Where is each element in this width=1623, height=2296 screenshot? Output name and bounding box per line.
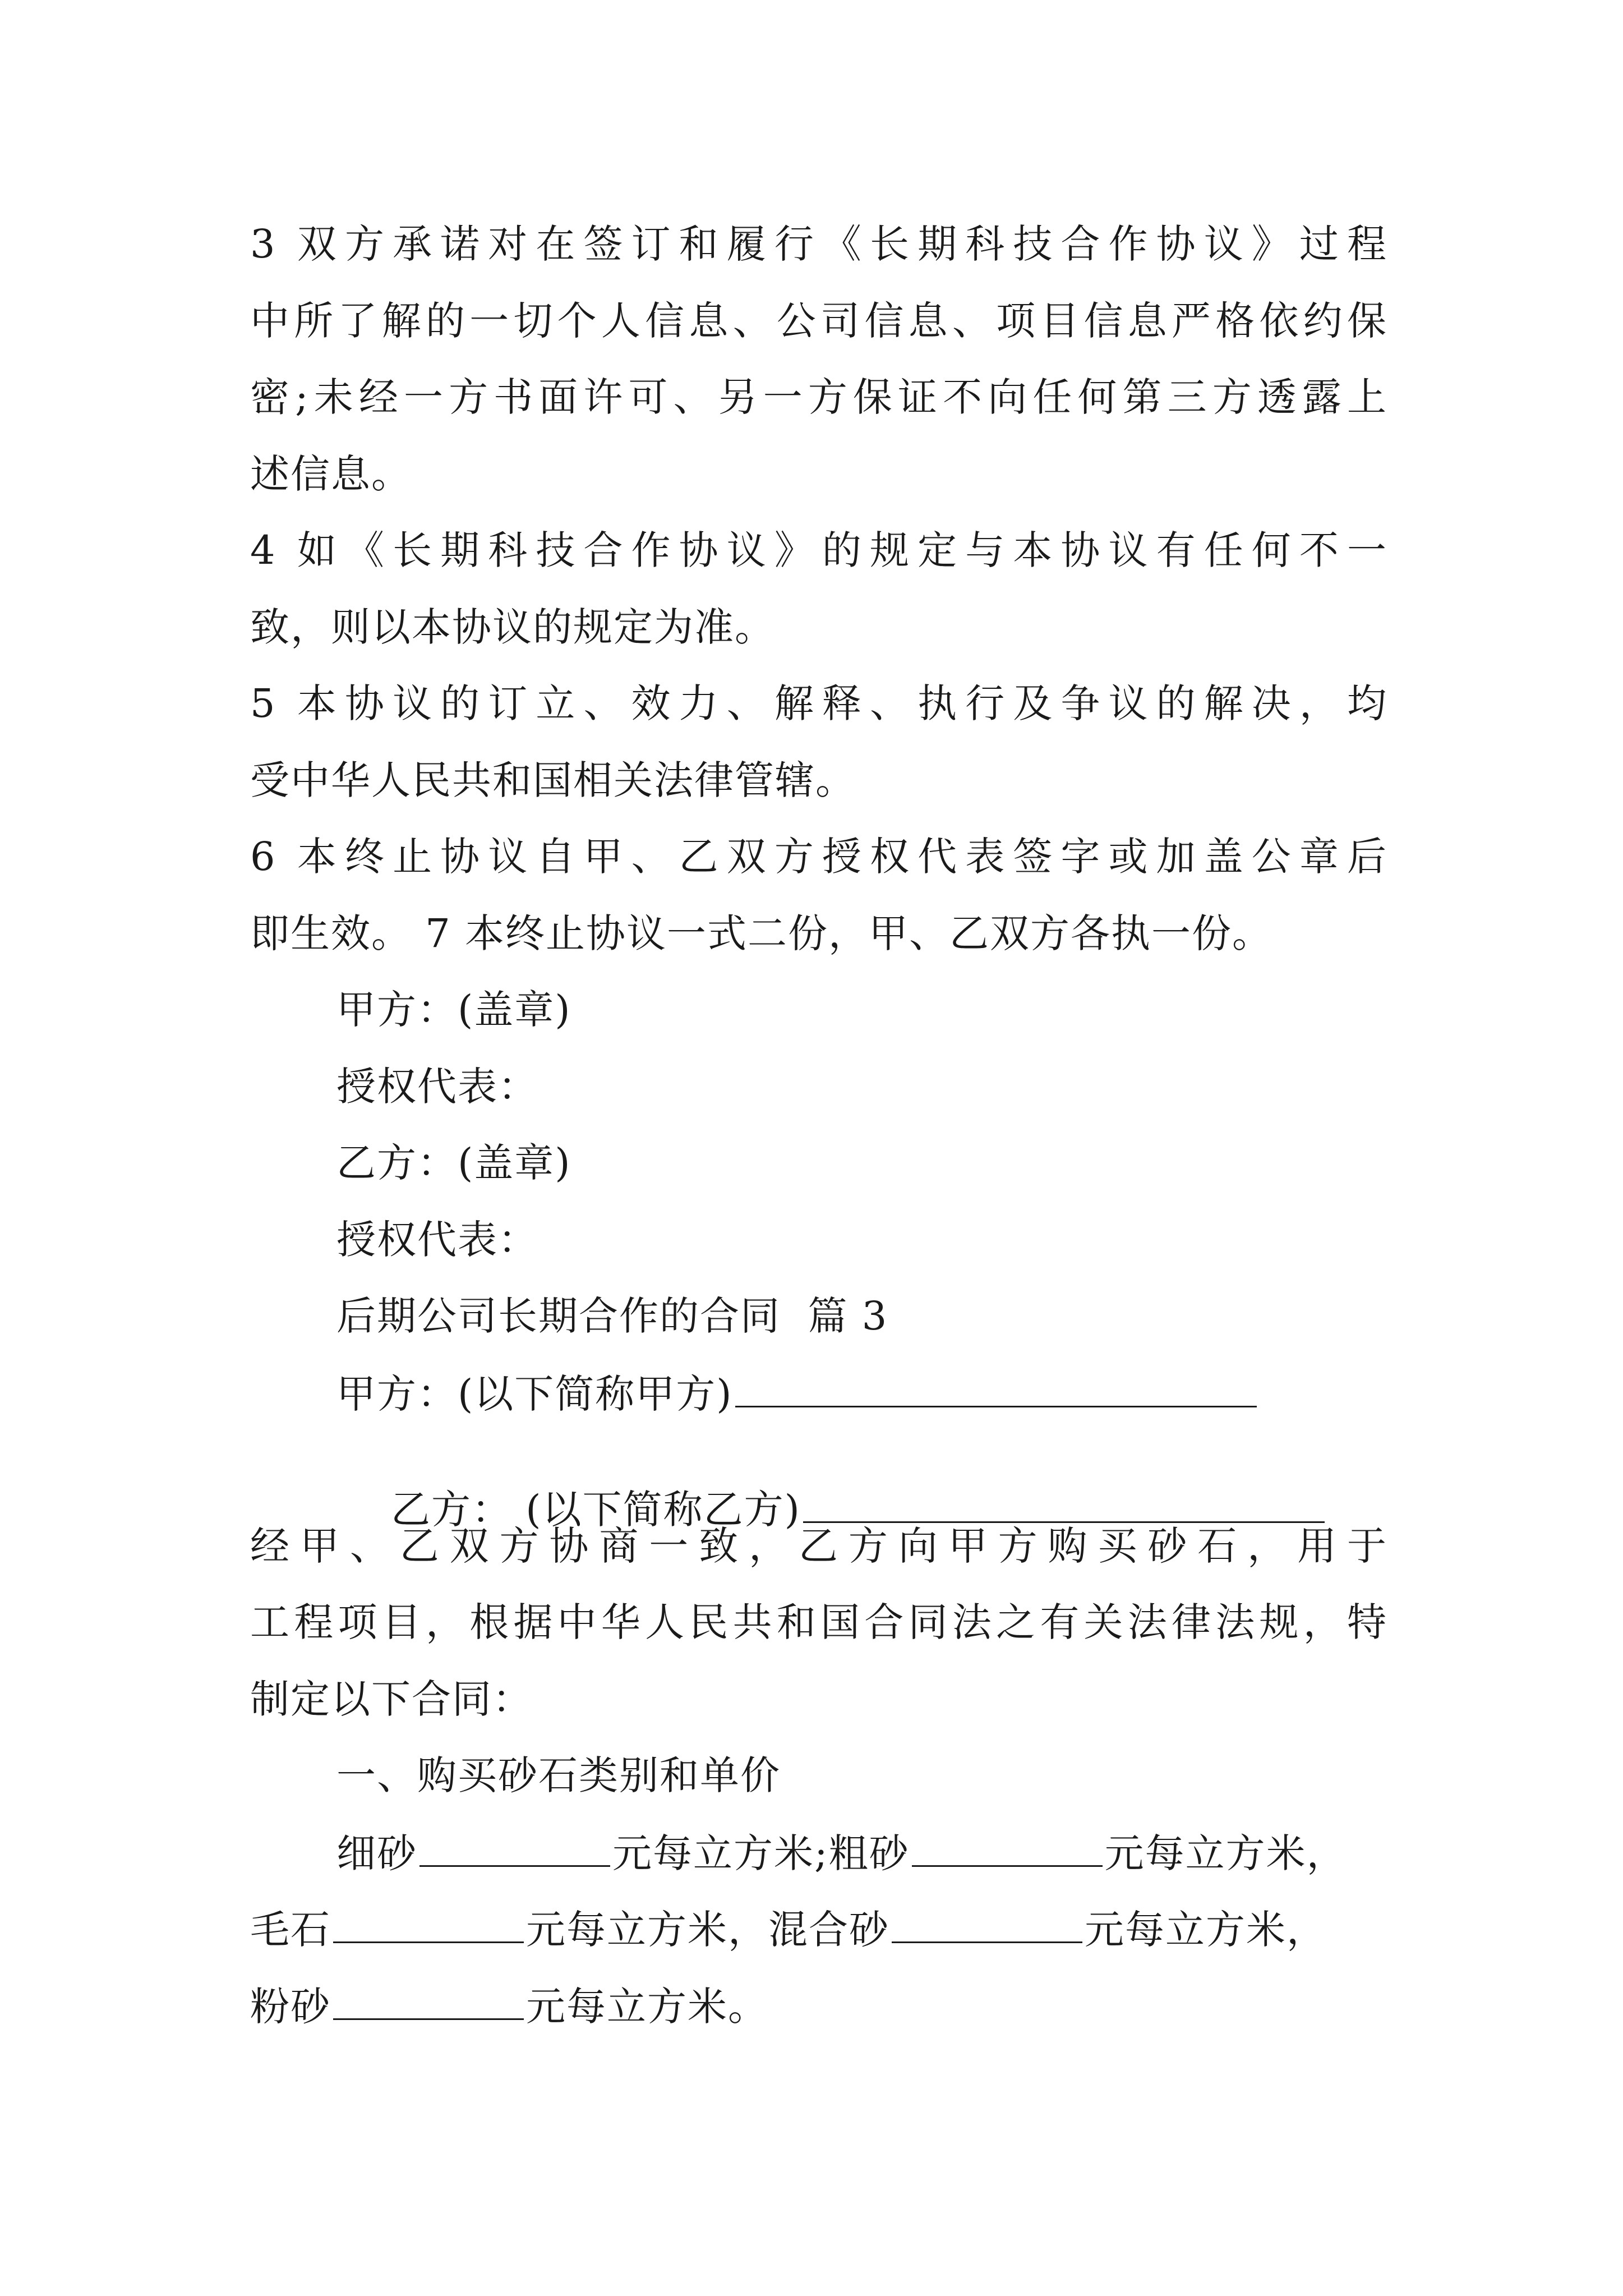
mixed-sand-label: 混合砂 — [768, 1907, 889, 1953]
party-b-blank — [803, 1489, 1325, 1523]
rubble-label: 毛石 — [250, 1907, 331, 1953]
party-a-label: 甲方：(以下简称甲方) — [336, 1371, 733, 1417]
intro-line-1: 经甲、乙双方协商一致，乙方向甲方购买砂石，用于 — [250, 1523, 1387, 1569]
powder-sand-unit: 元每立方米。 — [526, 1984, 768, 2030]
powder-sand-blank — [333, 1986, 524, 2020]
party-b-representative: 授权代表： — [336, 1217, 538, 1263]
mixed-sand-blank — [892, 1909, 1082, 1943]
rubble-blank — [333, 1909, 524, 1943]
party-a-seal: 甲方：(盖章) — [336, 987, 571, 1033]
price-line-3 — [250, 1984, 768, 2030]
paragraph-4-line-1: 4 如《长期科技合作协议》的规定与本协议有任何不一 — [250, 527, 1387, 573]
rubble-unit: 元每立方米， — [526, 1907, 768, 1953]
mixed-sand-unit: 元每立方米， — [1085, 1907, 1327, 1953]
party-a-blank — [735, 1373, 1257, 1407]
paragraph-4-line-2: 致，则以本协议的规定为准。 — [250, 604, 775, 650]
paragraph-6-line-2: 即生效。 7 本终止协议一式二份，甲、乙双方各执一份。 — [250, 910, 1273, 956]
clause-1-title: 一、购买砂石类别和单价 — [336, 1752, 781, 1798]
paragraph-6-line-1: 6 本终止协议自甲、乙双方授权代表签字或加盖公章后 — [250, 834, 1387, 880]
party-b-label: 乙方： (以下简称乙方) — [391, 1487, 801, 1533]
fine-sand-blank — [419, 1833, 610, 1867]
paragraph-3-line-3: 密;未经一方书面许可、另一方保证不向任何第三方透露上 — [250, 374, 1387, 420]
intro-line-3: 制定以下合同： — [250, 1676, 533, 1722]
price-line-1 — [336, 1830, 1347, 1876]
fine-sand-unit: 元每立方米; — [612, 1830, 829, 1876]
coarse-sand-unit: 元每立方米， — [1104, 1830, 1347, 1876]
paragraph-3-line-1: 3 双方承诺对在签订和履行《长期科技合作协议》过程 — [250, 221, 1387, 267]
coarse-sand-blank — [912, 1833, 1103, 1867]
paragraph-3-line-2: 中所了解的一切个人信息、公司信息、项目信息严格依约保 — [250, 298, 1387, 344]
price-line-2 — [250, 1907, 1327, 1953]
paragraph-5-line-1: 5 本协议的订立、效力、解释、执行及争议的解决，均 — [250, 680, 1387, 726]
paragraph-5-line-2: 受中华人民共和国相关法律管辖。 — [250, 757, 856, 803]
party-b-seal: 乙方：(盖章) — [336, 1140, 571, 1186]
powder-sand-label: 粉砂 — [250, 1984, 331, 2030]
paragraph-3-line-4: 述信息。 — [250, 451, 412, 497]
intro-line-2: 工程项目，根据中华人民共和国合同法之有关法律法规，特 — [250, 1599, 1387, 1645]
coarse-sand-label: 粗砂 — [828, 1830, 910, 1876]
party-a-line — [336, 1371, 1259, 1417]
fine-sand-label: 细砂 — [336, 1830, 417, 1876]
section-title: 后期公司长期合作的合同 篇 3 — [336, 1293, 888, 1339]
party-a-representative: 授权代表： — [336, 1064, 538, 1110]
